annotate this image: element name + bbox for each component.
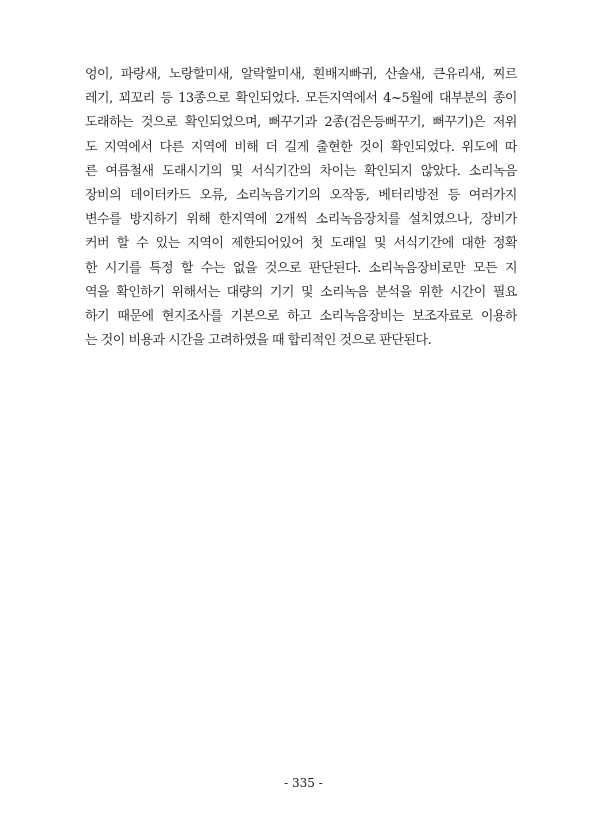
page-number: - 335 - [284, 776, 323, 790]
text-line: 역을 확인하기 위해서는 대량의 기기 및 소리녹음 분석을 위한 시간이 필요 [85, 284, 517, 300]
text-line: 도 지역에서 다른 지역에 비해 더 길게 출현한 것이 확인되었다. 위도에 따 [85, 139, 517, 155]
text-line: 른 여름철새 도래시기의 및 서식기간의 차이는 확인되지 않았다. 소리녹음 [85, 163, 517, 179]
text-line: 엉이, 파랑새, 노랑할미새, 알락할미새, 흰배지빠귀, 산솔새, 큰유리새, 찌르 [85, 67, 517, 82]
text-line: 변수를 방지하기 위해 한지역에 2개씩 소리녹음장치를 설치였으나, 장비가 [85, 212, 517, 228]
text-line: 장비의 데이터카드 오류, 소리녹음기기의 오작동, 베터리방전 등 여러가지 [85, 187, 517, 203]
text-line: 도래하는 것으로 확인되었으며, 뻐꾸기과 2종(검은등뻐꾸기, 뻐꾸기)은 저위 [85, 115, 517, 131]
text-line: 한 시기를 특정 할 수는 없을 것으로 판단된다. 소리녹음장비로만 모든 지 [85, 260, 517, 276]
text-line: 레기, 꾀꼬리 등 13종으로 확인되었다. 모든지역에서 4~5월에 대부분의 종이 [85, 91, 517, 107]
text-line: 하기 때문에 현지조사를 기본으로 하고 소리녹음장비는 보조자료로 이용하 [85, 308, 517, 324]
body-paragraph [85, 63, 517, 353]
text-line: 는 것이 비용과 시간을 고려하였을 때 합리적인 것으로 판단된다. [85, 333, 432, 349]
text-line: 커버 할 수 있는 지역이 제한되어있어 첫 도래일 및 서식기간에 대한 정확 [85, 236, 517, 252]
